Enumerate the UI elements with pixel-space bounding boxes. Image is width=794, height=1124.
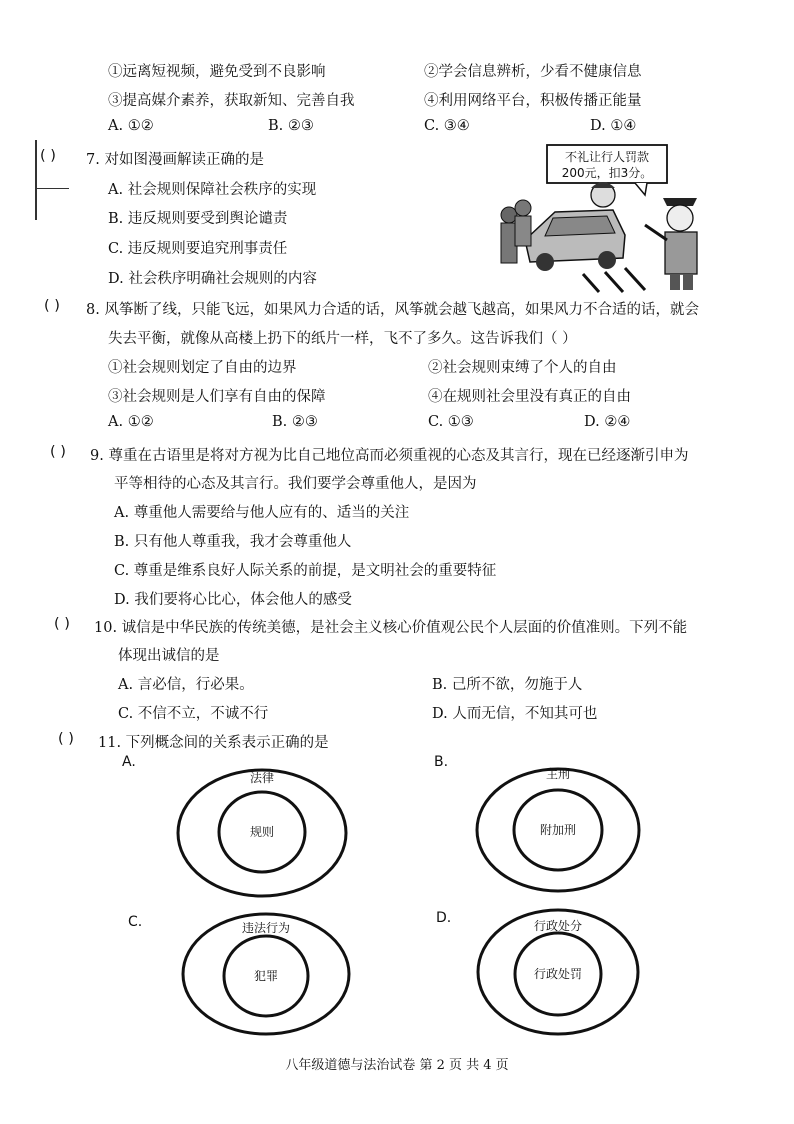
- q7-option-a: A. 社会规则保障社会秩序的实现: [108, 182, 317, 198]
- diagram-b: [434, 754, 639, 891]
- q6-choice-c: C. ③④: [424, 118, 470, 134]
- diagram-b-outer-label: 主刑: [545, 767, 571, 781]
- margin-mark: [35, 140, 37, 220]
- diagram-a-inner-label: 规则: [249, 825, 275, 839]
- q10-option-c: C. 不信不立，不诚不行: [118, 706, 269, 722]
- q7-answer-bracket[interactable]: ( ): [40, 148, 56, 164]
- q6-option-4: ④利用网络平台，积极传播正能量: [424, 93, 642, 109]
- diagram-d: [436, 910, 638, 1034]
- q7-cartoon-illustration: [495, 140, 735, 295]
- q9-stem-line2: 平等相待的心态及其言行。我们要学会尊重他人，是因为: [114, 476, 477, 492]
- q8-stem-line1: 8. 风筝断了线，只能飞远，如果风力合适的话，风筝就会越飞越高，如果风力不合适的话，就会: [86, 302, 699, 318]
- q8-answer-bracket[interactable]: ( ): [44, 298, 60, 314]
- diagram-c-outer-label: 违法行为: [241, 921, 291, 935]
- q7-stem: 7. 对如图漫画解读正确的是: [86, 152, 264, 168]
- diagram-d-inner-label: 行政处罚: [533, 967, 583, 981]
- q8-choice-d: D. ②④: [584, 414, 631, 430]
- q9-stem-line1: 9. 尊重在古语里是将对方视为比自己地位高而必须重视的心态及其言行，现在已经逐渐引申为: [90, 448, 689, 464]
- q8-stem-line2: 失去平衡，就像从高楼上扔下的纸片一样，飞不了多久。这告诉我们（ ）: [108, 331, 577, 347]
- police-officer-drawing: [645, 198, 697, 290]
- q7-option-b: B. 违反规则要受到舆论谴责: [108, 211, 288, 227]
- diagram-b-letter: B.: [434, 754, 449, 770]
- pedestrians-drawing: [501, 200, 531, 263]
- diagram-a: [122, 754, 346, 896]
- diagram-a-outer-label: 法律: [249, 771, 275, 785]
- diagram-a-letter: A.: [122, 754, 136, 770]
- car-drawing: [525, 210, 625, 271]
- q8-choice-c: C. ①③: [428, 414, 474, 430]
- diagram-b-inner-label: 附加刑: [539, 823, 577, 837]
- q9-option-b: B. 只有他人尊重我，我才会尊重他人: [114, 534, 352, 550]
- diagram-c: [128, 914, 349, 1034]
- diagram-d-outer-label: 行政处分: [533, 919, 583, 933]
- diagram-d-letter: D.: [436, 910, 452, 926]
- margin-mark-line: [37, 188, 69, 189]
- q6-option-1: ①远离短视频，避免受到不良影响: [108, 64, 326, 80]
- q6-choice-a: A. ①②: [108, 118, 154, 134]
- diagram-c-inner-label: 犯罪: [253, 969, 279, 983]
- q8-option-1: ①社会规则划定了自由的边界: [108, 360, 297, 376]
- q9-option-c: C. 尊重是维系良好人际关系的前提，是文明社会的重要特征: [114, 563, 497, 579]
- q8-option-2: ②社会规则束缚了个人的自由: [428, 360, 617, 376]
- q10-stem-line2: 体现出诚信的是: [118, 648, 220, 664]
- q8-option-3: ③社会规则是人们享有自由的保障: [108, 389, 326, 405]
- crosswalk-drawing: [583, 268, 645, 292]
- diagram-c-letter: C.: [128, 914, 143, 930]
- q9-answer-bracket[interactable]: ( ): [50, 444, 66, 460]
- q10-option-d: D. 人而无信，不知其可也: [432, 706, 598, 722]
- q11-stem: 11. 下列概念间的关系表示正确的是: [98, 735, 329, 751]
- q10-option-b: B. 己所不欲，勿施于人: [432, 677, 583, 693]
- q6-option-3: ③提高媒介素养，获取新知、完善自我: [108, 93, 355, 109]
- q8-choice-a: A. ①②: [108, 414, 154, 430]
- q9-option-a: A. 尊重他人需要给与他人应有的、适当的关注: [114, 505, 410, 521]
- q10-answer-bracket[interactable]: ( ): [54, 616, 70, 632]
- q6-choice-b: B. ②③: [268, 118, 314, 134]
- q7-option-d: D. 社会秩序明确社会规则的内容: [108, 271, 317, 287]
- cartoon-caption-line1: 不礼让行人罚款: [564, 150, 650, 164]
- cartoon-caption-line2: 200元，扣3分。: [561, 166, 653, 180]
- q10-stem-line1: 10. 诚信是中华民族的传统美德，是社会主义核心价值观公民个人层面的价值准则。下列不能: [94, 620, 688, 636]
- q6-option-2: ②学会信息辨析，少看不健康信息: [424, 64, 642, 80]
- q10-option-a: A. 言必信，行必果。: [118, 677, 254, 693]
- q7-option-c: C. 违反规则要追究刑事责任: [108, 241, 288, 257]
- q9-option-d: D. 我们要将心比心，体会他人的感受: [114, 592, 352, 608]
- q11-answer-bracket[interactable]: ( ): [58, 731, 74, 747]
- q8-choice-b: B. ②③: [272, 414, 318, 430]
- q11-diagrams: [0, 750, 794, 1040]
- q8-option-4: ④在规则社会里没有真正的自由: [428, 389, 631, 405]
- q6-choice-d: D. ①④: [590, 118, 637, 134]
- driver-drawing: [591, 182, 615, 207]
- page-footer: 八年级道德与法治试卷 第 2 页 共 4 页: [285, 1058, 509, 1073]
